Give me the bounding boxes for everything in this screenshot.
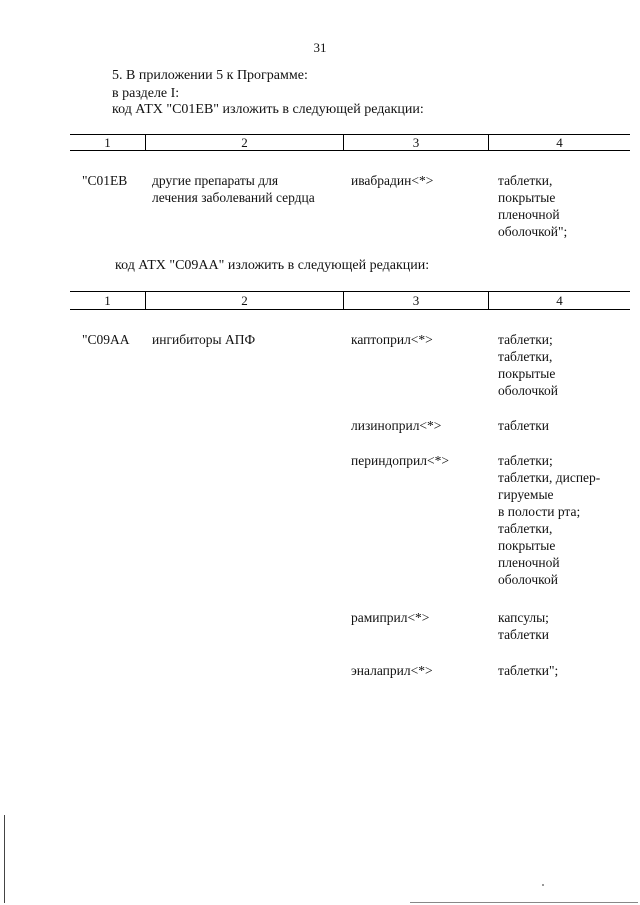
dosage-form-line: покрытые bbox=[498, 190, 556, 205]
scan-speck bbox=[542, 884, 544, 886]
table2-header-col-1: 1 bbox=[104, 293, 111, 308]
scan-edge-mark bbox=[410, 902, 638, 903]
table1-header-col-1: 1 bbox=[104, 135, 111, 150]
dosage-form-line: таблетки, диспер- bbox=[498, 470, 601, 485]
atc-code: "C09AA bbox=[82, 332, 130, 347]
table2-header-bottom-rule bbox=[70, 309, 630, 310]
table1-header-col-4: 4 bbox=[556, 135, 563, 150]
intro-line-1: 5. В приложении 5 к Программе: bbox=[112, 68, 308, 83]
atc-code: "C01EB bbox=[82, 173, 128, 188]
dosage-form-line: покрытые bbox=[498, 366, 556, 381]
table1-header-col-3: 3 bbox=[412, 135, 420, 150]
page-number: 31 bbox=[313, 40, 327, 55]
dosage-form-line: таблетки; bbox=[498, 453, 553, 468]
drug-name: лизиноприл<*> bbox=[351, 418, 442, 433]
drug-name: ивабрадин<*> bbox=[351, 173, 434, 188]
dosage-form-line: покрытые bbox=[498, 538, 556, 553]
scan-edge-mark bbox=[4, 815, 5, 903]
drug-name: каптоприл<*> bbox=[351, 332, 433, 347]
table1-header-col-2: 2 bbox=[241, 135, 248, 150]
drug-name: эналаприл<*> bbox=[351, 663, 433, 678]
drug-group-line: другие препараты для bbox=[152, 173, 279, 188]
table2-header-col-4: 4 bbox=[556, 293, 563, 308]
dosage-form-line: таблетки, bbox=[498, 349, 553, 364]
table2-header-col-3: 3 bbox=[412, 293, 420, 308]
dosage-form-line: капсулы; bbox=[498, 610, 549, 625]
dosage-form-line: гируемые bbox=[498, 487, 554, 502]
intro-line-3: код АТХ "C01EB" изложить в следующей редакции: bbox=[112, 102, 424, 117]
intro-line-2: в разделе I: bbox=[112, 86, 180, 101]
dosage-form-line: таблетки, bbox=[498, 173, 553, 188]
drug-name: рамиприл<*> bbox=[351, 610, 430, 625]
dosage-form-line: пленочной bbox=[498, 207, 560, 222]
drug-group: ингибиторы АПФ bbox=[152, 332, 256, 347]
dosage-form-line: таблетки; bbox=[498, 332, 553, 347]
section-heading: код АТХ "C09AA" изложить в следующей редакции: bbox=[115, 258, 430, 273]
table2-header-top-rule bbox=[70, 291, 630, 292]
dosage-form-line: в полости рта; bbox=[498, 504, 581, 519]
dosage-form-line: оболочкой bbox=[498, 383, 558, 398]
table2-header-col-2: 2 bbox=[241, 293, 248, 308]
drug-group-line: лечения заболеваний сердца bbox=[152, 190, 315, 205]
drug-name: периндоприл<*> bbox=[351, 453, 449, 468]
dosage-form-line: оболочкой bbox=[498, 572, 558, 587]
dosage-form-line: таблетки, bbox=[498, 521, 553, 536]
dosage-form-line: пленочной bbox=[498, 555, 560, 570]
dosage-form-line: таблетки bbox=[498, 418, 550, 433]
dosage-form-line: оболочкой"; bbox=[498, 224, 568, 239]
dosage-form-line: таблетки"; bbox=[498, 663, 559, 678]
dosage-form-line: таблетки bbox=[498, 627, 550, 642]
